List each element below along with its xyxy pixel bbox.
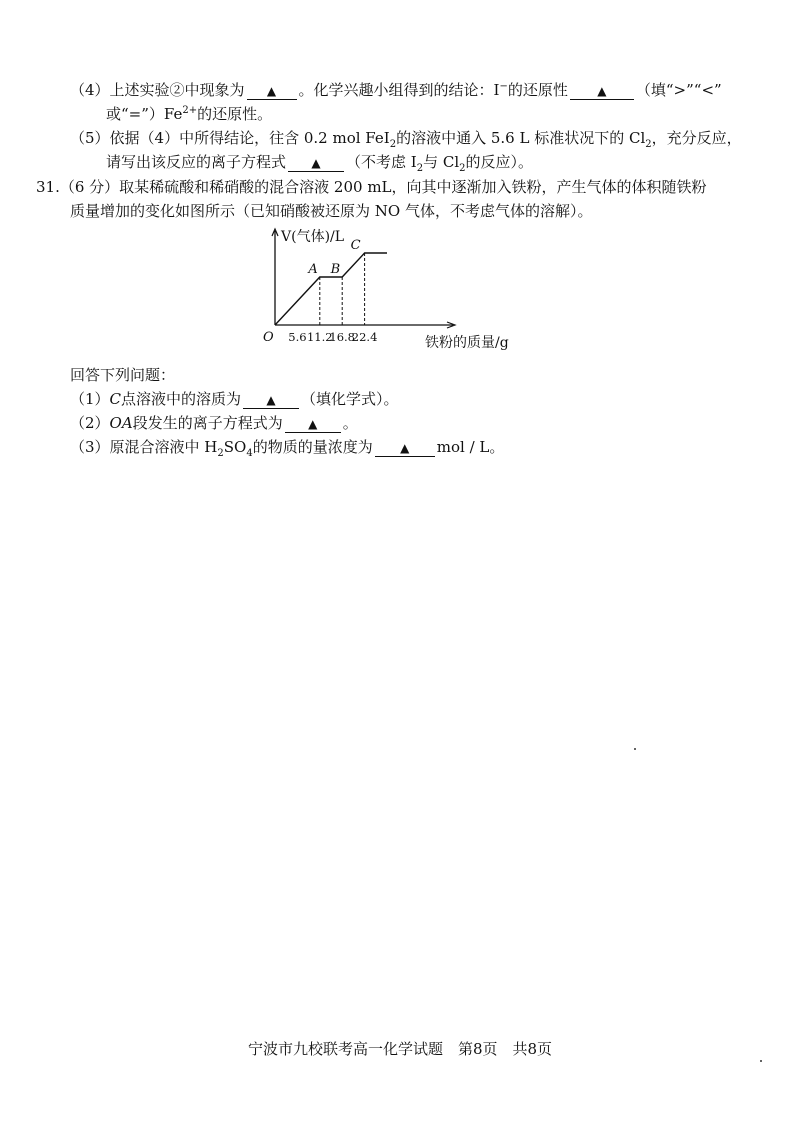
x-tick-label: 22.4 <box>351 330 378 344</box>
point-label-C: C <box>350 238 361 253</box>
point-label-A: A <box>308 262 318 277</box>
y-axis-label: V(气体)/L <box>281 229 345 245</box>
origin-label: O <box>263 330 274 345</box>
page-footer: 宁波市九校联考高一化学试题 第8页 共8页 <box>247 1040 553 1058</box>
answer-blank: ▲ <box>243 391 299 409</box>
q31-line2: 质量增加的变化如图所示（已知硝酸被还原为 NO 气体，不考虑气体的溶解）。 <box>70 202 593 220</box>
q4-line2: 或“$=”)Fe^{2+}$的还原性。 <box>106 105 273 123</box>
q5-line2: 请写出该反应的离子方程式 ▲ （不考虑 $I_2$与 $Cl_2$的反应）。 <box>106 153 534 174</box>
x-tick-label: 16.8 <box>329 330 356 344</box>
point-label-B: B <box>330 262 341 277</box>
scan-speck <box>760 1060 762 1062</box>
q4-line1: （4）上述实验②中现象为 ▲ 。化学兴趣小组得到的结论：I−的还原性 ▲ （填“>”“<” <box>70 81 722 99</box>
x-tick-label: 11.2 <box>306 330 333 344</box>
answer-prompt: 回答下列问题： <box>70 366 176 384</box>
answer-blank: ▲ <box>285 415 341 433</box>
q31-sub1: （1）C点溶液中的溶质为 ▲ （填化学式）。 <box>70 390 399 408</box>
q31-sub3: （3）原混合溶液中 $H_2SO_4$的物质的量浓度为 ▲ mol / L。 <box>70 438 505 459</box>
x-tick-label: 5.6 <box>288 330 307 344</box>
x-axis-label: 铁粉的质量/g <box>425 335 509 351</box>
scan-speck <box>634 748 636 750</box>
answer-blank: ▲ <box>247 82 297 100</box>
answer-blank: ▲ <box>288 154 344 172</box>
answer-blank: ▲ <box>375 439 435 457</box>
iron-gas-volume-chart <box>260 225 520 355</box>
q31-line1: 31.（6 分）取某稀硫酸和稀硝酸的混合溶液 200 mL，向其中逐渐加入铁粉，产生气体的体积随铁粉 <box>36 178 707 196</box>
answer-blank: ▲ <box>570 82 634 100</box>
q31-sub2: （2）OA段发生的离子方程式为 ▲ 。 <box>70 414 358 432</box>
q5-line1: （5）依据（4）中所得结论，往含 0.2 mol FeI$_2$的溶液中通入 5.6 L 标准状况下的 $Cl_2$，充分反应， <box>70 129 742 150</box>
